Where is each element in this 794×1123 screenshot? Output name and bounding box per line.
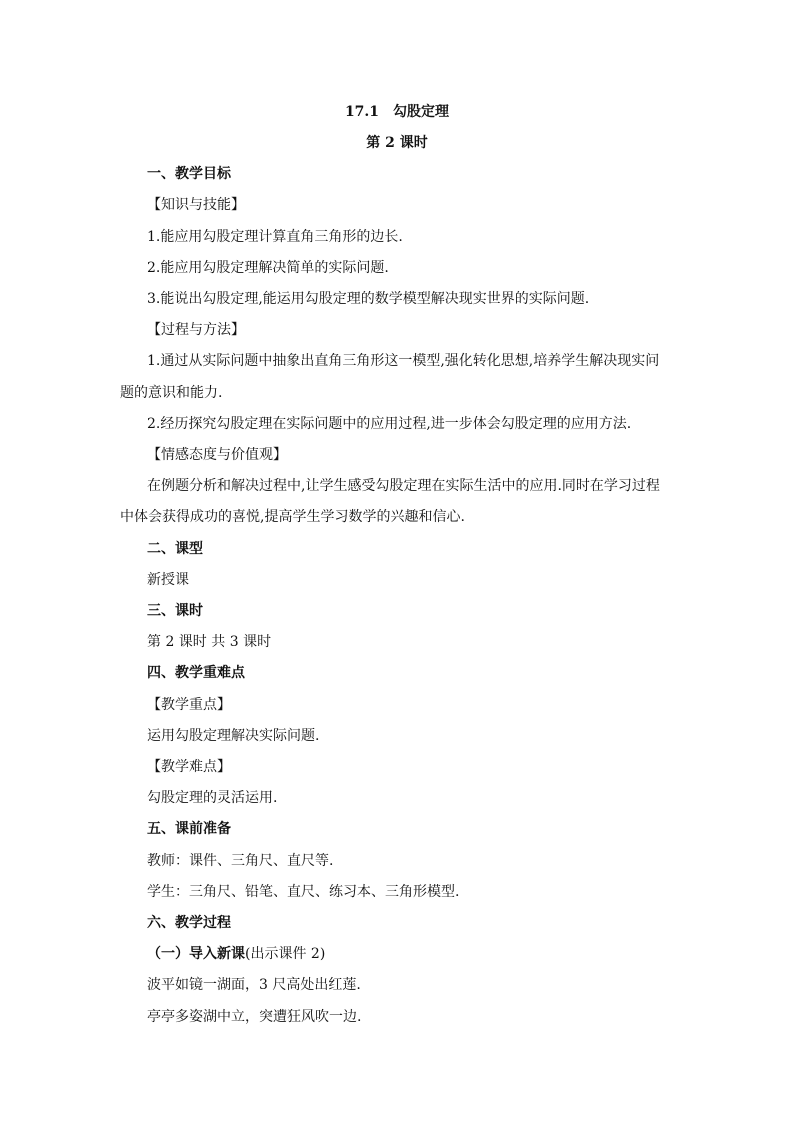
- section-heading-5: 五、课前准备: [147, 821, 231, 837]
- section-heading-3: 三、课时: [147, 603, 203, 619]
- knowledge-item-2: 2.能应用勾股定理解决简单的实际问题.: [147, 260, 389, 276]
- teacher-prep: 教师：课件、三角尺、直尺等.: [147, 853, 334, 869]
- intro-note: (出示课件 2): [245, 946, 326, 962]
- lesson-type: 新授课: [147, 572, 189, 588]
- student-prep: 学生：三角尺、铅笔、直尺、练习本、三角形模型.: [147, 884, 460, 900]
- knowledge-item-3: 3.能说出勾股定理,能运用勾股定理的数学模型解决现实世界的实际问题.: [147, 291, 590, 307]
- intro-heading: （一）导入新课: [147, 946, 245, 962]
- knowledge-item-1: 1.能应用勾股定理计算直角三角形的边长.: [147, 229, 403, 245]
- knowledge-heading: 【知识与技能】: [147, 197, 245, 213]
- poem-line-1: 波平如镜一湖面，3 尺高处出红莲.: [147, 977, 361, 993]
- section-heading-2: 二、课型: [147, 541, 203, 557]
- emotion-text-b: 中体会获得成功的喜悦,提高学生学习数学的兴趣和信心.: [120, 509, 465, 525]
- key-point-text: 运用勾股定理解决实际问题.: [147, 728, 320, 744]
- intro-heading-line: [147, 945, 677, 963]
- lesson-hours: 第 2 课时 共 3 课时: [147, 634, 272, 650]
- process-item-1a: 1.通过从实际问题中抽象出直角三角形这一模型,强化转化思想,培养学生解决现实问: [147, 353, 660, 369]
- emotion-heading: 【情感态度与价值观】: [147, 447, 287, 463]
- doc-subtitle: 第 2 课时: [366, 135, 428, 151]
- doc-title: 17.1 勾股定理: [344, 104, 450, 120]
- section-heading-6: 六、教学过程: [147, 915, 231, 931]
- process-heading: 【过程与方法】: [147, 322, 245, 338]
- key-point-heading: 【教学重点】: [147, 697, 231, 713]
- difficulty-text: 勾股定理的灵活运用.: [147, 790, 278, 806]
- process-item-1b: 题的意识和能力.: [120, 385, 223, 401]
- difficulty-heading: 【教学难点】: [147, 759, 231, 775]
- emotion-text-a: 在例题分析和解决过程中,让学生感受勾股定理在实际生活中的应用.同时在学习过程: [147, 478, 660, 494]
- section-heading-4: 四、教学重难点: [147, 665, 245, 681]
- process-item-2: 2.经历探究勾股定理在实际问题中的应用过程,进一步体会勾股定理的应用方法.: [147, 416, 632, 432]
- section-heading-1: 一、教学目标: [147, 166, 231, 182]
- poem-line-2: 亭亭多姿湖中立，突遭狂风吹一边.: [147, 1009, 362, 1025]
